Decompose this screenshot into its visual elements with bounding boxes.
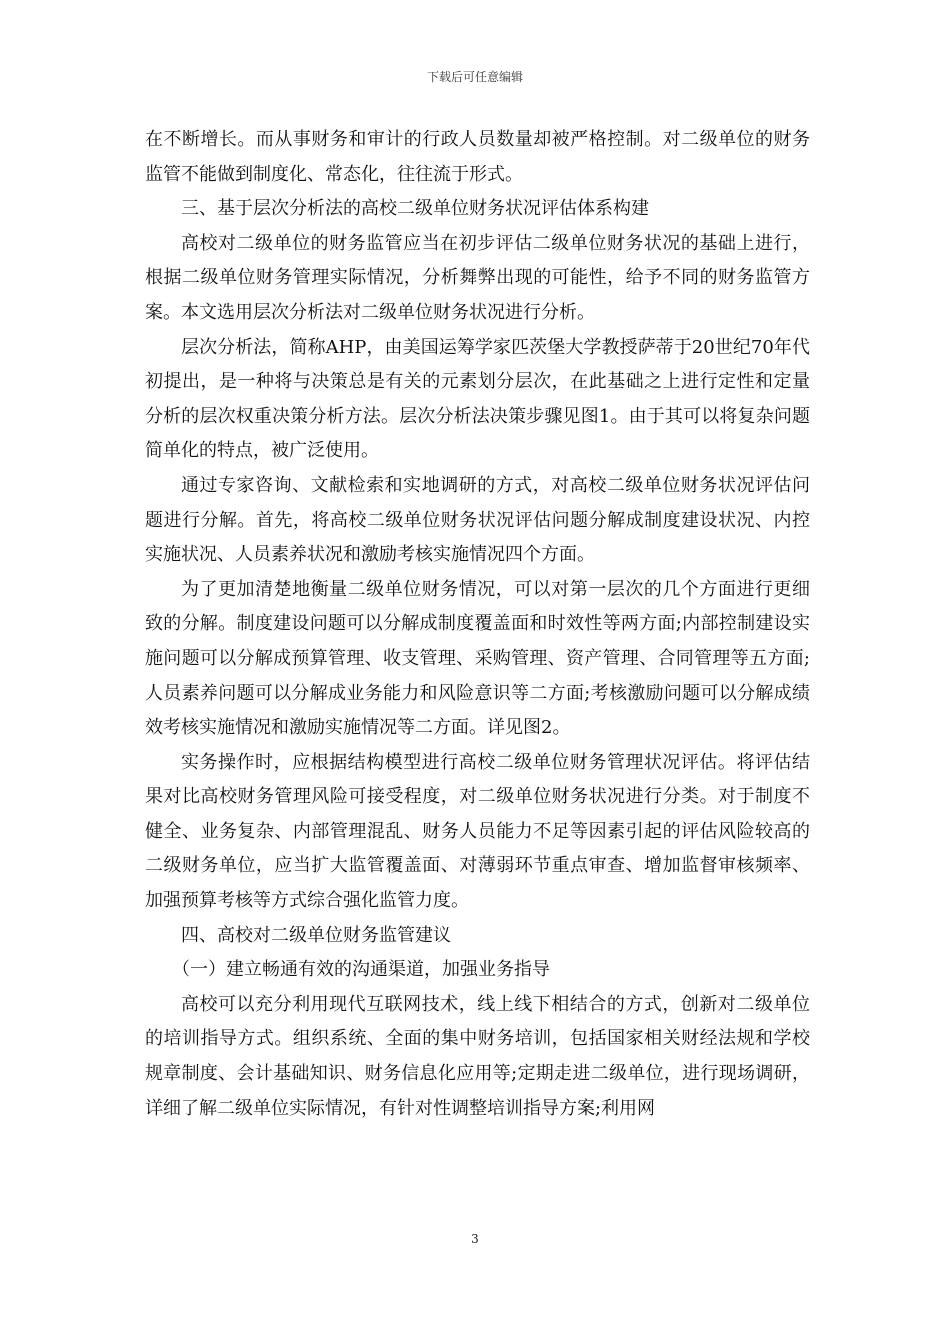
paragraph: 实务操作时，应根据结构模型进行高校二级单位财务管理状况评估。将评估结果对比高校财务管理风险可接受程度，对二级单位财务状况进行分类。对于制度不健全、业务复杂、内部管理混乱、财务人员能力不足等因素引起的评估风险较高的二级财务单位，应当扩大监管覆盖面、对薄弱环节重点审查、增加监督审核频率、加强预算考核等方式综合强化监管力度。 bbox=[145, 751, 810, 912]
document-body bbox=[145, 123, 810, 1126]
paragraph: 高校对二级单位的财务监管应当在初步评估二级单位财务状况的基础上进行，根据二级单位财务管理实际情况，分析舞弊出现的可能性，给予不同的财务监管方案。本文选用层次分析法对二级单位财务状况进行分析。 bbox=[145, 232, 810, 323]
paragraph-continuation: 在不断增长。而从事财务和审计的行政人员数量却被严格控制。对二级单位的财务监管不能做到制度化、常态化，往往流于形式。 bbox=[145, 129, 810, 185]
paragraph: 层次分析法，简称AHP，由美国运筹学家匹茨堡大学教授萨蒂于20世纪70年代初提出，是一种将与决策总是有关的元素划分层次，在此基础之上进行定性和定量分析的层次权重决策分析方法。层次分析法决策步骤见图1。由于其可以将复杂问题简单化的特点，被广泛使用。 bbox=[145, 336, 810, 462]
section-heading-3: 三、基于层次分析法的高校二级单位财务状况评估体系构建 bbox=[181, 198, 649, 220]
page-header: 下载后可任意编辑 bbox=[426, 70, 523, 84]
subsection-heading-1: （一）建立畅通有效的沟通渠道，加强业务指导 bbox=[172, 959, 550, 981]
paragraph: 通过专家咨询、文献检索和实地调研的方式，对高校二级单位财务状况评估问题进行分解。首先，将高校二级单位财务状况评估问题分解成制度建设状况、内控实施状况、人员素养状况和激励考核实施情况四个方面。 bbox=[145, 474, 810, 566]
paragraph: 为了更加清楚地衡量二级单位财务情况，可以对第一层次的几个方面进行更细致的分解。制度建设问题可以分解成制度覆盖面和时效性等两方面;内部控制建设实施问题可以分解成预算管理、收支管理、采购管理、资产管理、合同管理等五方面;人员素养问题可以分解成业务能力和风险意识等二方面;考核激励问题可以分解成绩效考核实施情况和激励实施情况等二方面。详见图2。 bbox=[145, 578, 810, 739]
paragraph: 高校可以充分利用现代互联网技术，线上线下相结合的方式，创新对二级单位的培训指导方式。组织系统、全面的集中财务培训，包括国家相关财经法规和学校规章制度、会计基础知识、财务信息化应用等;定期走进二级单位，进行现场调研，详细了解二级单位实际情况，有针对性调整培训指导方案;利用网 bbox=[145, 993, 810, 1119]
section-heading-4: 四、高校对二级单位财务监管建议 bbox=[181, 924, 451, 946]
page-number: 3 bbox=[471, 1232, 479, 1246]
